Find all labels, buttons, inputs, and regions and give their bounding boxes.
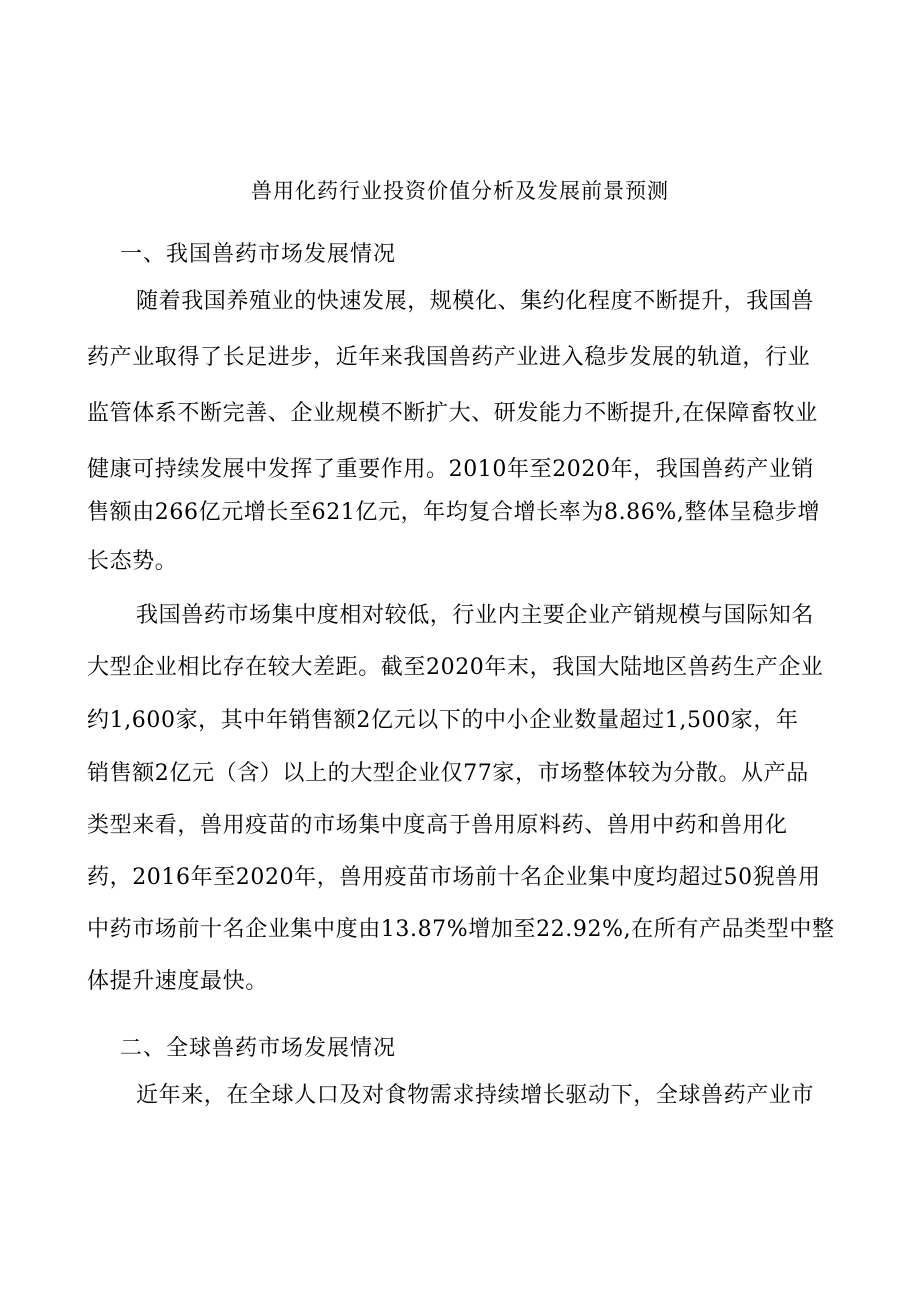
paragraph-line: 长态势。 <box>87 549 178 574</box>
paragraph-line: 我国兽药市场集中度相对较低，行业内主要企业产销规模与国际知名 <box>136 603 815 628</box>
section-heading-2: 二、全球兽药市场发展情况 <box>120 1036 397 1061</box>
paragraph-line: 监管体系不断完善、企业规模不断扩大、研发能力不断提升,在保障畜牧业 <box>87 401 818 426</box>
paragraph-line: 药产业取得了长足进步，近年来我国兽药产业进入稳步发展的轨道，行业 <box>87 345 811 370</box>
paragraph-line: 健康可持续发展中发挥了重要作用。2010年至2020年，我国兽药产业销 <box>87 457 814 482</box>
paragraph-line: 体提升速度最快。 <box>87 969 268 994</box>
paragraph-line: 药，2016年至2020年，兽用疫苗市场前十名企业集中度均超过50猊兽用 <box>87 865 821 890</box>
paragraph-line: 类型来看，兽用疫苗的市场集中度高于兽用原料药、兽用中药和兽用化 <box>87 813 788 838</box>
document-title: 兽用化药行业投资价值分析及发展前景预测 <box>251 179 669 203</box>
paragraph-line: 随着我国养殖业的快速发展，规模化、集约化程度不断提升，我国兽 <box>136 289 815 314</box>
paragraph-line: 近年来，在全球人口及对食物需求持续增长驱动下，全球兽药产业市 <box>136 1083 815 1108</box>
paragraph-line: 约1,600家，其中年销售额2亿元以下的中小企业数量超过1,500家，年 <box>87 708 799 733</box>
section-heading-1: 一、我国兽药市场发展情况 <box>120 242 397 267</box>
paragraph-line: 售额由266亿元增长至621亿元，年均复合增长率为8.86%,整体呈稳步增 <box>87 500 821 525</box>
paragraph-line: 销售额2亿元（含）以上的大型企业仅77家，市场整体较为分散。从产品 <box>87 761 809 786</box>
paragraph-line: 大型企业相比存在较大差距。截至2020年末，我国大陆地区兽药生产企业 <box>87 655 824 680</box>
paragraph-line: 中药市场前十名企业集中度由13.87%增加至22.92%,在所有产品类型中整 <box>87 917 835 942</box>
